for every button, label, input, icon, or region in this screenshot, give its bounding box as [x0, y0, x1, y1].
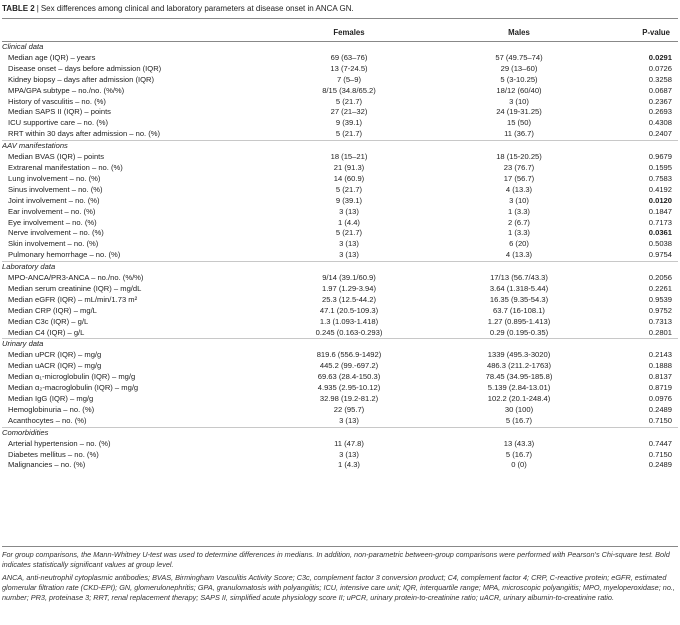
- row-p-value: 0.5038: [648, 239, 672, 249]
- table-row: [2, 207, 678, 218]
- table-row: [2, 86, 678, 97]
- row-parameter: Skin involvement – no. (%): [8, 239, 99, 249]
- row-parameter: Disease onset – days before admission (IQR): [8, 63, 162, 73]
- row-females-value: 7 (5–9): [336, 74, 362, 84]
- row-males-value: 17 (56.7): [503, 173, 535, 183]
- row-females-value: 1 (4.4): [338, 217, 360, 227]
- row-females-value: 445.2 (99.-697.2): [319, 361, 379, 371]
- table-row: [2, 107, 678, 118]
- table-row: [2, 250, 678, 261]
- row-parameter: Nerve involvement – no. (%): [8, 228, 104, 238]
- row-females-value: 32.98 (19.2-81.2): [319, 394, 379, 403]
- row-parameter: Median eGFR (IQR) – mL/min/1.73 m²: [8, 294, 138, 304]
- row-parameter: MPA/GPA subtype – no./no. (%/%): [8, 85, 125, 95]
- table-row: [2, 450, 678, 461]
- row-p-value: 0.0291: [648, 52, 672, 62]
- row-p-value: 0.4308: [648, 118, 672, 128]
- table-body: [2, 42, 678, 472]
- row-p-value: 0.7150: [648, 449, 672, 459]
- row-parameter: Acanthocytes – no. (%): [8, 415, 87, 425]
- row-males-value: 486.3 (211.2-1763): [486, 361, 552, 371]
- row-p-value: 0.2801: [648, 327, 672, 337]
- table-row: [2, 174, 678, 185]
- row-females-value: 69.63 (28.4-150.3): [317, 372, 381, 382]
- row-parameter: Median uPCR (IQR) – mg/g: [8, 350, 102, 360]
- section-header-row: [2, 262, 678, 273]
- row-males-value: 78.45 (34.95-185.8): [485, 372, 553, 382]
- table-row: [2, 372, 678, 383]
- row-males-value: 5 (16.7): [505, 415, 533, 425]
- row-p-value: 0.9679: [648, 152, 672, 162]
- table-row: [2, 163, 678, 174]
- row-parameter: Diabetes mellitus – no. (%): [8, 449, 99, 459]
- table-row: [2, 64, 678, 75]
- bottom-rule: [2, 546, 678, 547]
- table-row: [2, 185, 678, 196]
- row-p-value: 0.0726: [648, 63, 672, 73]
- row-males-value: 29 (13–60): [500, 63, 538, 73]
- row-males-value: 18/12 (60/40): [496, 85, 542, 95]
- row-parameter: Median BVAS (IQR) – points: [8, 152, 105, 162]
- row-males-value: 102.2 (20.1-248.4): [487, 394, 551, 403]
- footnote-methods: For group comparisons, the Mann-Whitney U-test was used to determine differences in medians. In addition, non-parametric between-group comparisons were performed with Pearson's Chi-square test. Bold indicates statistically significant values at group level.: [2, 550, 670, 569]
- row-parameter: Median IgG (IQR) – mg/g: [8, 394, 94, 403]
- row-males-value: 1.27 (0.895-1.413): [487, 316, 551, 326]
- row-females-value: 25.3 (12.5-44.2): [321, 294, 377, 304]
- table-row: [2, 350, 678, 361]
- table-row: [2, 306, 678, 317]
- row-p-value: 0.2367: [648, 96, 672, 106]
- row-p-value: 0.7313: [648, 316, 672, 326]
- row-females-value: 21 (91.3): [333, 162, 365, 172]
- row-parameter: ICU supportive care – no. (%): [8, 118, 109, 128]
- section-header-row: [2, 427, 678, 438]
- row-males-value: 2 (6.7): [508, 217, 530, 227]
- row-p-value: 0.7447: [648, 438, 672, 448]
- row-p-value: 0.2489: [648, 460, 672, 470]
- header-pvalue: P-value: [642, 27, 670, 37]
- section-header-row: [2, 42, 678, 53]
- table-row: [2, 97, 678, 108]
- caption-separator: |: [36, 4, 39, 13]
- row-males-value: 5.139 (2.84-13.01): [487, 383, 551, 393]
- table-row: [2, 394, 678, 405]
- header-males: Males: [508, 27, 530, 37]
- row-p-value: 0.1595: [648, 162, 672, 172]
- row-females-value: 819.6 (556.9-1492): [316, 350, 382, 360]
- row-parameter: MPO-ANCA/PR3-ANCA – no./no. (%/%): [8, 273, 144, 283]
- row-p-value: 0.1888: [648, 361, 672, 371]
- section-title: Urinary data: [2, 339, 678, 350]
- row-females-value: 9 (39.1): [335, 118, 363, 128]
- table-row: [2, 284, 678, 295]
- row-females-value: 3 (13): [339, 206, 359, 216]
- row-p-value: 0.7173: [648, 217, 672, 227]
- row-males-value: 3 (10): [509, 195, 529, 205]
- row-females-value: 27 (21–32): [330, 107, 368, 117]
- table-row: [2, 383, 678, 394]
- row-males-value: 0.29 (0.195-0.35): [489, 327, 549, 337]
- row-p-value: 0.8719: [648, 383, 672, 393]
- table-row: [2, 228, 678, 239]
- row-p-value: 0.3258: [648, 74, 672, 84]
- section-title: AAV manifestations: [2, 141, 678, 152]
- section-header-row: [2, 141, 678, 152]
- row-males-value: 13 (43.3): [503, 438, 535, 448]
- table-row: [2, 152, 678, 163]
- row-females-value: 5 (21.7): [335, 184, 363, 194]
- row-parameter: Sinus involvement – no. (%): [8, 184, 103, 194]
- row-females-value: 1.3 (1.093-1.418): [319, 316, 379, 326]
- row-parameter: Median CRP (IQR) – mg/L: [8, 305, 97, 315]
- row-males-value: 30 (100): [504, 404, 534, 414]
- row-parameter: Pulmonary hemorrhage – no. (%): [8, 250, 121, 260]
- row-females-value: 47.1 (20.5-109.3): [319, 305, 379, 315]
- row-males-value: 3 (10): [509, 96, 529, 106]
- table-label: TABLE 2: [2, 4, 35, 13]
- row-females-value: 5 (21.7): [335, 129, 363, 139]
- row-females-value: 3 (13): [339, 449, 359, 459]
- header-parameter: [2, 25, 264, 42]
- row-males-value: 5 (3-10.25): [500, 74, 538, 84]
- row-males-value: 17/13 (56.7/43.3): [490, 273, 548, 283]
- row-parameter: Malignancies – no. (%): [8, 460, 86, 470]
- row-parameter: Median C3c (IQR) – g/L: [8, 316, 89, 326]
- table-row: [2, 239, 678, 250]
- row-males-value: 6 (20): [509, 239, 529, 249]
- row-p-value: 0.0976: [648, 394, 672, 403]
- row-p-value: 0.9754: [648, 250, 672, 260]
- row-males-value: 63.7 (16-108.1): [493, 305, 545, 315]
- row-parameter: Hemoglobinuria – no. (%): [8, 404, 95, 414]
- table-row: [2, 218, 678, 229]
- row-p-value: 0.2143: [648, 350, 672, 360]
- section-title: Clinical data: [2, 42, 678, 53]
- row-females-value: 9 (39.1): [335, 195, 363, 205]
- header-females: Females: [333, 27, 365, 37]
- row-p-value: 0.0120: [648, 195, 672, 205]
- table-row: [2, 439, 678, 450]
- row-p-value: 0.2056: [648, 273, 672, 283]
- row-males-value: 11 (36.7): [504, 129, 534, 139]
- row-males-value: 18 (15-20.25): [496, 152, 542, 162]
- row-males-value: 16.35 (9.35-54.3): [489, 294, 549, 304]
- row-females-value: 11 (47.8): [334, 438, 364, 448]
- row-parameter: Median serum creatinine (IQR) – mg/dL: [8, 283, 142, 293]
- row-parameter: Median SAPS II (IQR) – points: [8, 107, 111, 117]
- row-females-value: 5 (21.7): [335, 228, 363, 238]
- table-row: [2, 460, 678, 471]
- section-header-row: [2, 339, 678, 350]
- row-parameter: History of vasculitis – no. (%): [8, 96, 106, 106]
- row-males-value: 0 (0): [511, 460, 527, 470]
- section-title: Comorbidities: [2, 427, 678, 438]
- row-parameter: Median uACR (IQR) – mg/g: [8, 361, 102, 371]
- row-males-value: 4 (13.3): [505, 184, 533, 194]
- row-p-value: 0.2489: [648, 404, 672, 414]
- row-parameter: Extrarenal manifestation – no. (%): [8, 162, 123, 172]
- table-row: [2, 405, 678, 416]
- table-row: [2, 416, 678, 427]
- row-parameter: Kidney biopsy – days after admission (IQR): [8, 74, 155, 84]
- row-p-value: 0.2693: [648, 107, 672, 117]
- row-males-value: 5 (16.7): [505, 449, 533, 459]
- row-males-value: 15 (50): [506, 118, 532, 128]
- section-title: Laboratory data: [2, 262, 678, 273]
- row-parameter: Joint involvement – no. (%): [8, 195, 100, 205]
- row-females-value: 4.935 (2.95-10.12): [317, 383, 381, 393]
- table-row: [2, 53, 678, 64]
- table-row: [2, 361, 678, 372]
- row-parameter: Median age (IQR) – years: [8, 52, 96, 62]
- row-males-value: 24 (19-31.25): [496, 107, 542, 117]
- row-males-value: 57 (49.75–74): [495, 52, 543, 62]
- table-row: [2, 129, 678, 140]
- row-p-value: 0.8137: [648, 372, 672, 382]
- row-parameter: Lung involvement – no. (%): [8, 173, 101, 183]
- row-males-value: 3.64 (1.318-5.44): [489, 283, 549, 293]
- table-row: [2, 317, 678, 328]
- row-p-value: 0.0687: [648, 85, 672, 95]
- row-females-value: 1.97 (1.29-3.94): [321, 283, 377, 293]
- row-p-value: 0.1847: [648, 206, 672, 216]
- row-p-value: 0.0361: [648, 228, 672, 238]
- row-females-value: 22 (95.7): [333, 404, 365, 414]
- data-table: [2, 25, 678, 471]
- row-p-value: 0.4192: [648, 184, 672, 194]
- table-row: [2, 75, 678, 86]
- row-parameter: Median C4 (IQR) – g/L: [8, 327, 85, 337]
- table-row: [2, 328, 678, 339]
- row-parameter: RRT within 30 days after admission – no. (%): [8, 129, 161, 139]
- row-males-value: 1339 (495.3-3020): [487, 350, 551, 360]
- row-females-value: 69 (63–76): [330, 52, 368, 62]
- row-parameter: Ear involvement – no. (%): [8, 206, 96, 216]
- row-parameter: Eye involvement – no. (%): [8, 217, 97, 227]
- table-title: Sex differences among clinical and laboratory parameters at disease onset in ANCA GN.: [40, 4, 354, 13]
- row-females-value: 3 (13): [339, 239, 359, 249]
- row-females-value: 3 (13): [339, 415, 359, 425]
- row-parameter: Median α₁-microglobulin (IQR) – mg/g: [8, 372, 136, 382]
- table-header-row: [2, 25, 678, 42]
- row-males-value: 1 (3.3): [508, 206, 530, 216]
- row-females-value: 9/14 (39.1/60.9): [322, 273, 376, 283]
- row-females-value: 14 (60.9): [333, 173, 365, 183]
- row-females-value: 8/15 (34.8/65.2): [322, 85, 376, 95]
- row-p-value: 0.9539: [648, 294, 672, 304]
- row-p-value: 0.2407: [648, 129, 672, 139]
- row-females-value: 13 (7-24.5): [330, 63, 368, 73]
- table-row: [2, 273, 678, 284]
- table-row: [2, 196, 678, 207]
- row-p-value: 0.7150: [648, 415, 672, 425]
- table-caption: [2, 4, 678, 14]
- row-parameter: Median α₂-macroglobulin (IQR) – mg/g: [8, 383, 139, 393]
- row-males-value: 1 (3.3): [508, 228, 530, 238]
- row-p-value: 0.2261: [648, 283, 672, 293]
- footnote-abbreviations: ANCA, anti-neutrophil cytoplasmic antibodies; BVAS, Birmingham Vasculitis Activity Score; C3c, complement factor 3 conversion product; C4, complement factor 4; CRP, C-reactive protein; eGFR, estimated glomerular filtration rate (CKD-EPI); GN, glomerulonephritis; GPA, granulomatosis with polyangiitis; ICU, intensive care unit; IQR, interquartile range; MPA, microscopic polyangiitis; MPO, myeloperoxidase; no., number; PR3, proteinase 3; RRT, renal replacement therapy; SAPS II, simplified acute physiology score II; uPCR, urinary protein-to-creatinine ratio; uACR, urinary albumin-to-creatinine ratio.: [2, 573, 675, 602]
- top-rule: [2, 18, 678, 19]
- row-females-value: 1 (4.3): [338, 460, 360, 470]
- table-row: [2, 295, 678, 306]
- row-females-value: 18 (15–21): [330, 152, 368, 162]
- row-males-value: 23 (76.7): [503, 162, 535, 172]
- row-parameter: Arterial hypertension – no. (%): [8, 438, 111, 448]
- row-p-value: 0.9752: [648, 305, 672, 315]
- row-males-value: 4 (13.3): [505, 250, 533, 260]
- table-row: [2, 118, 678, 129]
- row-females-value: 5 (21.7): [335, 96, 363, 106]
- row-females-value: 0.245 (0.163-0.293): [315, 327, 383, 337]
- row-p-value: 0.7583: [648, 173, 672, 183]
- row-females-value: 3 (13): [339, 250, 359, 260]
